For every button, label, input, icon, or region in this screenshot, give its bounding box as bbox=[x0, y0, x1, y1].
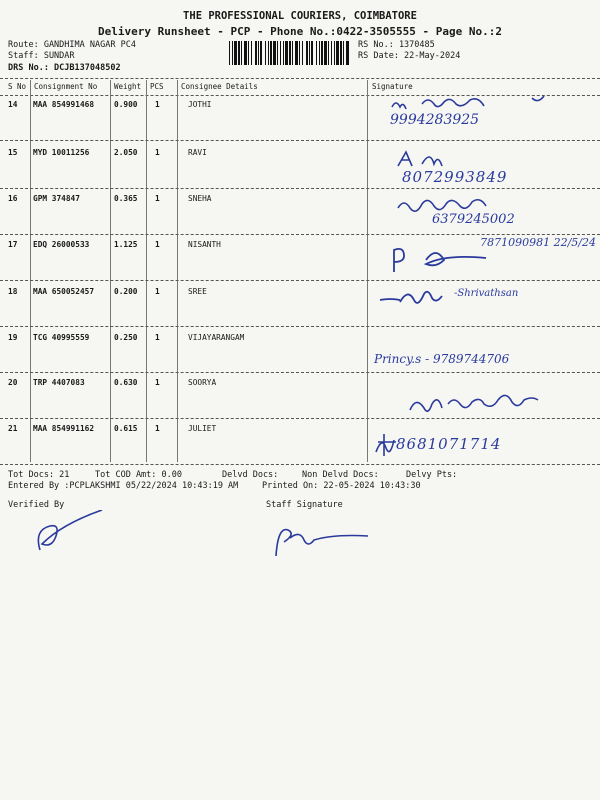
rs-date: RS Date: 22-May-2024 bbox=[358, 51, 461, 61]
header-divider-top bbox=[0, 78, 600, 79]
route-label: Route: GANDHIMA NAGAR PC4 bbox=[8, 40, 136, 50]
row-consignee: RAVI bbox=[188, 148, 207, 157]
barcode-bar bbox=[255, 41, 257, 65]
row-pcs: 1 bbox=[155, 240, 160, 249]
barcode-bar bbox=[260, 41, 262, 65]
barcode-bar bbox=[285, 41, 288, 65]
signature-phone: 9994283925 bbox=[390, 112, 480, 128]
row-consignee: NISANTH bbox=[188, 240, 221, 249]
signature-row-20 bbox=[404, 386, 584, 422]
barcode-bar bbox=[232, 41, 233, 65]
row-consignment: TRP 4407083 bbox=[33, 378, 85, 387]
printed-on: Printed On: 22-05-2024 10:43:30 bbox=[262, 481, 421, 491]
barcode-bar bbox=[248, 41, 249, 65]
barcode-bar bbox=[251, 41, 252, 65]
barcode-bar bbox=[324, 41, 327, 65]
signature-row-21 bbox=[372, 430, 572, 460]
rs-number: RS No.: 1370485 bbox=[358, 40, 435, 50]
signature-row-16 bbox=[392, 194, 592, 236]
barcode-bar bbox=[343, 41, 344, 65]
signature-scribble bbox=[392, 194, 592, 214]
signature-text: Princy.s - 9789744706 bbox=[374, 352, 510, 366]
row-weight: 2.050 bbox=[114, 148, 138, 157]
signature-scribble bbox=[392, 148, 582, 168]
signature-row-17 bbox=[386, 236, 596, 282]
barcode-bar bbox=[273, 41, 276, 65]
barcode-bar bbox=[268, 41, 269, 65]
row-divider bbox=[0, 464, 600, 465]
non-delivered-docs: Non Delvd Docs: bbox=[302, 470, 379, 480]
row-sno: 17 bbox=[8, 240, 18, 249]
barcode-bar bbox=[309, 41, 310, 65]
row-sno: 18 bbox=[8, 287, 18, 296]
delivered-docs: Delvd Docs: bbox=[222, 470, 279, 480]
row-consignee: SNEHA bbox=[188, 194, 212, 203]
row-consignee: JOTHI bbox=[188, 100, 212, 109]
row-weight: 0.900 bbox=[114, 100, 138, 109]
barcode-bar bbox=[265, 41, 266, 65]
barcode-bar bbox=[295, 41, 298, 65]
barcode-bar bbox=[280, 41, 281, 65]
row-sno: 14 bbox=[8, 100, 18, 109]
row-pcs: 1 bbox=[155, 287, 160, 296]
verified-by-label: Verified By bbox=[8, 500, 65, 510]
row-consignment: MAA 854991162 bbox=[33, 424, 95, 433]
row-pcs: 1 bbox=[155, 378, 160, 387]
delivery-points: Delvy Pts: bbox=[406, 470, 458, 480]
col-consignee: Consignee Details bbox=[181, 82, 258, 91]
barcode-bar bbox=[258, 41, 259, 65]
signature-name: -Shrivathsan bbox=[454, 288, 519, 299]
signature-phone: 6379245002 bbox=[432, 212, 515, 227]
barcode-bar bbox=[241, 41, 242, 65]
barcode-bar bbox=[283, 41, 284, 65]
total-docs: Tot Docs: 21 bbox=[8, 470, 70, 480]
barcode-bar bbox=[277, 41, 278, 65]
entered-by: Entered By :PCPLAKSHMI 05/22/2024 10:43:19 AM bbox=[8, 481, 239, 491]
total-cod-amount: Tot COD Amt: 0.00 bbox=[95, 470, 182, 480]
verified-signature bbox=[30, 510, 120, 556]
barcode-bar bbox=[238, 41, 240, 65]
barcode-bar bbox=[331, 41, 332, 65]
signature-scribble bbox=[372, 92, 572, 114]
row-pcs: 1 bbox=[155, 100, 160, 109]
barcode-bar bbox=[311, 41, 313, 65]
row-divider bbox=[0, 326, 600, 327]
signature-phone: 8681071714 bbox=[396, 435, 502, 453]
row-pcs: 1 bbox=[155, 333, 160, 342]
row-weight: 0.365 bbox=[114, 194, 138, 203]
barcode-bar bbox=[306, 41, 308, 65]
row-consignee: VIJAYARANGAM bbox=[188, 333, 245, 342]
barcode-bar bbox=[321, 41, 323, 65]
barcode-bar bbox=[340, 41, 342, 65]
barcode-bar bbox=[234, 41, 237, 65]
barcode-bar bbox=[302, 41, 303, 65]
barcode-bar bbox=[292, 41, 293, 65]
row-consignee: JULIET bbox=[188, 424, 217, 433]
company-title: THE PROFESSIONAL COURIERS, COIMBATORE bbox=[183, 10, 417, 22]
col-weight: Weight bbox=[114, 82, 142, 91]
barcode-bar bbox=[346, 41, 349, 65]
row-pcs: 1 bbox=[155, 148, 160, 157]
signature-scribble bbox=[404, 386, 584, 420]
staff-signature-label: Staff Signature bbox=[266, 500, 343, 510]
row-sno: 19 bbox=[8, 333, 18, 342]
signature-scribble bbox=[376, 284, 456, 308]
row-weight: 0.250 bbox=[114, 333, 138, 342]
drs-number: DRS No.: DCJB137048502 bbox=[8, 63, 121, 73]
staff-label: Staff: SUNDAR bbox=[8, 51, 75, 61]
row-sno: 20 bbox=[8, 378, 18, 387]
runsheet-title: Delivery Runsheet - PCP - Phone No.:0422-3505555 - Page No.:2 bbox=[98, 25, 502, 38]
barcode-bar bbox=[229, 41, 230, 65]
barcode-bar bbox=[244, 41, 247, 65]
barcode-bar bbox=[328, 41, 329, 65]
col-consignment: Consignment No bbox=[34, 82, 98, 91]
signature-row-18 bbox=[376, 284, 576, 316]
signature-row-15 bbox=[392, 148, 582, 190]
signature-row-19 bbox=[374, 350, 584, 374]
barcode-bar bbox=[316, 41, 317, 65]
row-consignee: SOORYA bbox=[188, 378, 217, 387]
row-consignee: SREE bbox=[188, 287, 207, 296]
row-divider bbox=[0, 140, 600, 141]
row-sno: 16 bbox=[8, 194, 18, 203]
signature-row-14 bbox=[372, 92, 572, 138]
col-sno: S No bbox=[8, 82, 27, 91]
barcode-bar bbox=[319, 41, 320, 65]
row-consignment: MYD 10011256 bbox=[33, 148, 90, 157]
barcode-bar bbox=[334, 41, 335, 65]
row-pcs: 1 bbox=[155, 194, 160, 203]
staff-signature bbox=[266, 514, 376, 560]
row-weight: 0.630 bbox=[114, 378, 138, 387]
row-consignment: EDQ 26000533 bbox=[33, 240, 90, 249]
row-consignment: TCG 40995559 bbox=[33, 333, 90, 342]
row-consignment: GPM 374847 bbox=[33, 194, 80, 203]
row-weight: 1.125 bbox=[114, 240, 138, 249]
row-pcs: 1 bbox=[155, 424, 160, 433]
row-weight: 0.615 bbox=[114, 424, 138, 433]
col-pcs: PCS bbox=[150, 82, 164, 91]
signature-phone: 8072993849 bbox=[402, 168, 508, 186]
barcode-image bbox=[228, 41, 350, 65]
col-signature: Signature bbox=[372, 82, 413, 91]
barcode-bar bbox=[299, 41, 300, 65]
barcode-bar bbox=[270, 41, 272, 65]
barcode-bar bbox=[289, 41, 291, 65]
row-sno: 21 bbox=[8, 424, 18, 433]
row-sno: 15 bbox=[8, 148, 18, 157]
row-consignment: MAA 650052457 bbox=[33, 287, 95, 296]
barcode-bar bbox=[336, 41, 339, 65]
row-weight: 0.200 bbox=[114, 287, 138, 296]
row-consignment: MAA 854991468 bbox=[33, 100, 95, 109]
signature-phone: 7871090981 22/5/24 bbox=[480, 236, 596, 249]
